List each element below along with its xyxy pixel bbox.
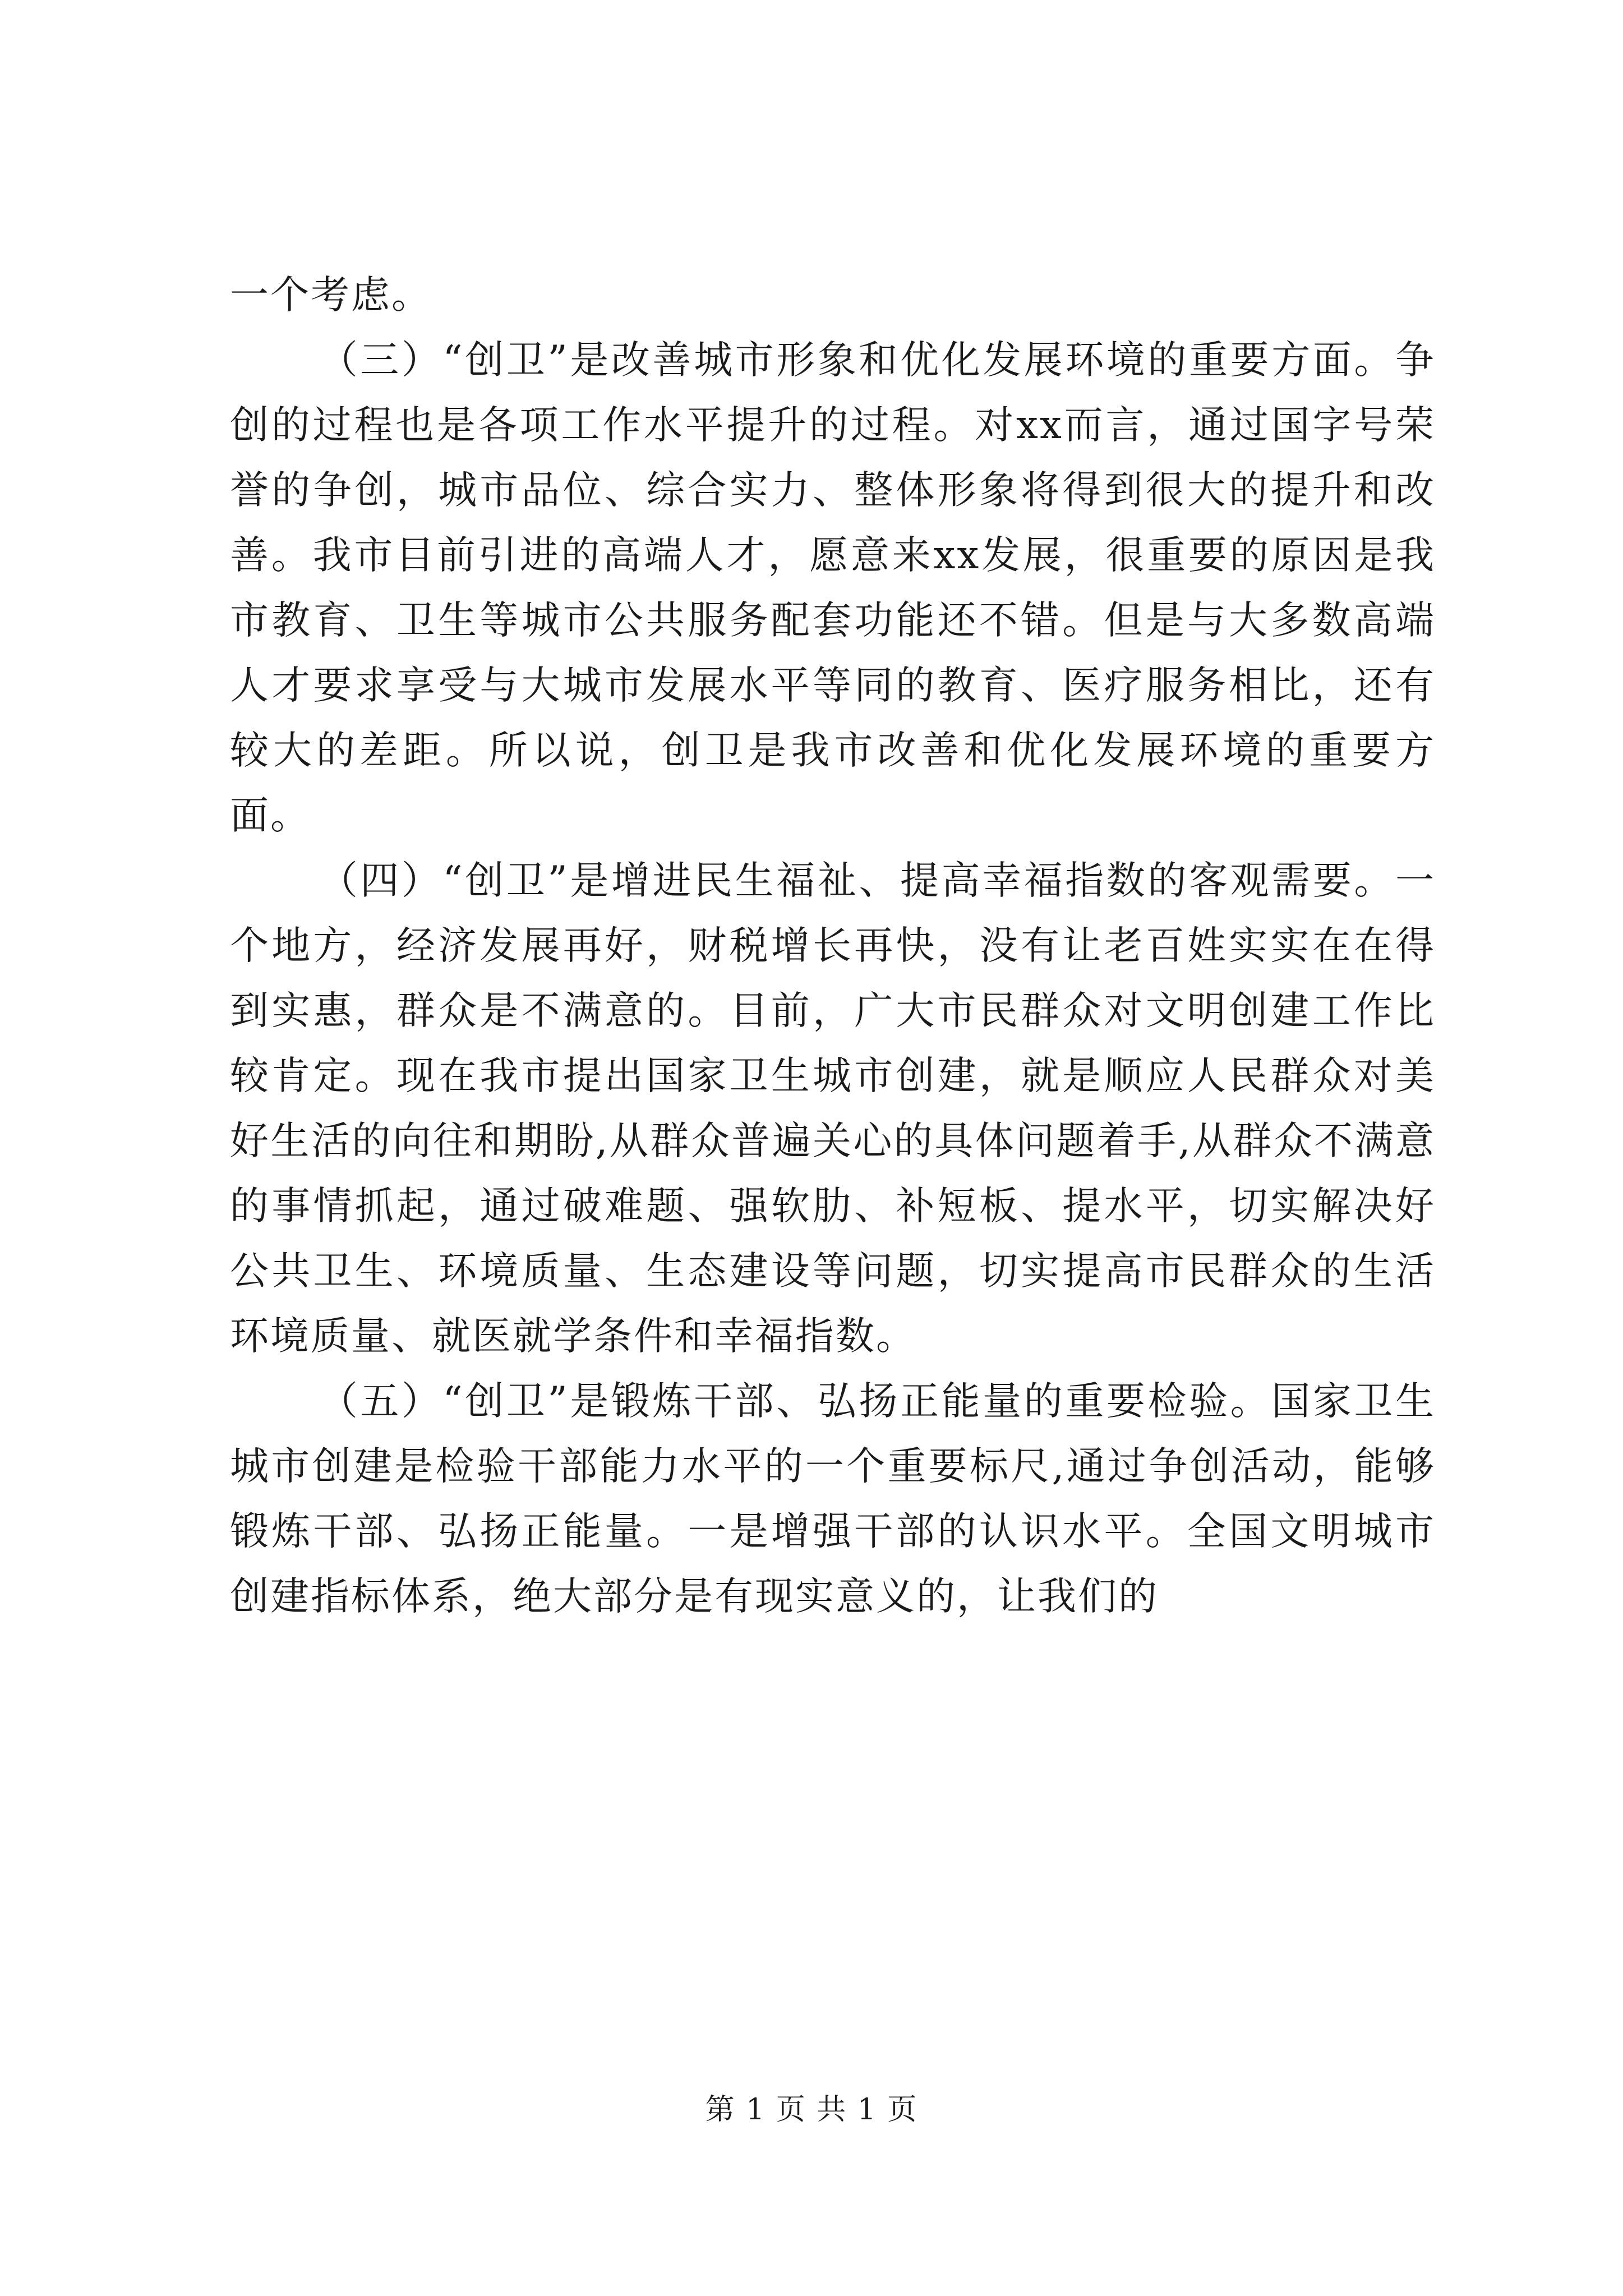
paragraph-section-4: （四）“创卫”是增进民生福祉、提高幸福指数的客观需要。一个地方，经济发展再好，财税增长再快，没有让老百姓实实在在得到实惠，群众是不满意的。目前，广大市民群众对文明创建工作比较肯定。现在我市提出国家卫生城市创建，就是顺应人民群众对美好生活的向往和期盼,从群众普遍关心的具体问题着手,从群众不满意的事情抓起，通过破难题、强软肋、补短板、提水平，切实解决好公共卫生、环境质量、生态建设等问题，切实提高市民群众的生活环境质量、就医就学条件和幸福指数。 (230, 858, 1436, 1359)
paragraph-continuation: 一个考虑。 (230, 273, 432, 318)
document-body (230, 263, 1436, 1629)
paragraph-section-5: （五）“创卫”是锻炼干部、弘扬正能量的重要检验。国家卫生城市创建是检验干部能力水平的一个重要标尺,通过争创活动，能够锻炼干部、弘扬正能量。一是增强干部的认识水平。全国文明城市创建指标体系，绝大部分是有现实意义的，让我们的 (230, 1379, 1436, 1619)
page-footer: 第 1 页 共 1 页 (705, 2093, 918, 2127)
paragraph-section-3: （三）“创卫”是改善城市形象和优化发展环境的重要方面。争创的过程也是各项工作水平提升的过程。对xx而言，通过国字号荣誉的争创，城市品位、综合实力、整体形象将得到很大的提升和改善。我市目前引进的高端人才，愿意来xx发展，很重要的原因是我市教育、卫生等城市公共服务配套功能还不错。但是与大多数高端人才要求享受与大城市发展水平等同的教育、医疗服务相比，还有较大的差距。所以说，创卫是我市改善和优化发展环境的重要方面。 (230, 338, 1436, 838)
